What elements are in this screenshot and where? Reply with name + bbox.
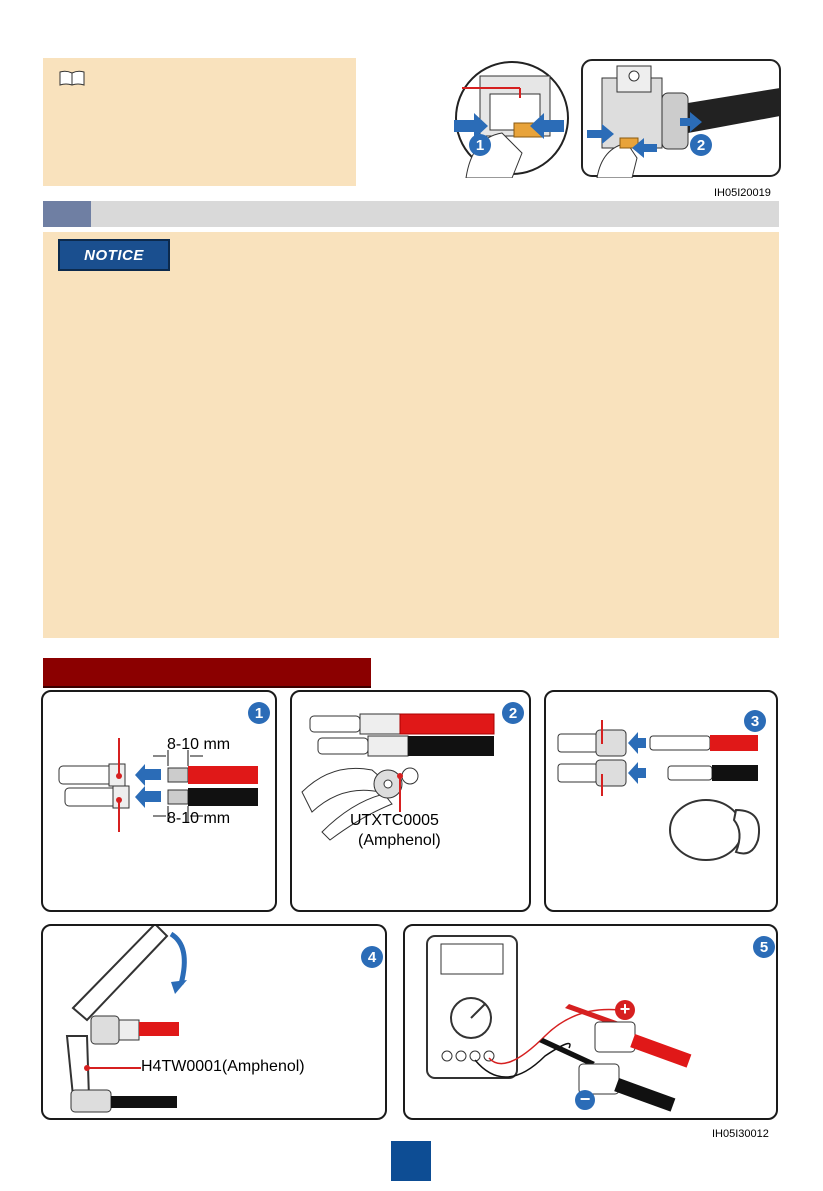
step-badge: 3	[744, 710, 766, 732]
tool-brand: (Amphenol)	[358, 832, 441, 849]
negative-symbol: −	[579, 1089, 591, 1109]
step-panel-5	[403, 924, 778, 1120]
procedure-header	[43, 658, 371, 688]
step-badge: 1	[469, 134, 491, 156]
step-badge: 1	[248, 702, 270, 724]
step-panel-3	[544, 690, 778, 912]
step-badge: 2	[690, 134, 712, 156]
positive-symbol: +	[619, 999, 631, 1019]
notice-badge: NOTICE	[58, 239, 170, 271]
step-panel-2	[290, 690, 531, 912]
strip-length-top: 8-10 mm	[167, 736, 231, 753]
step-panel-1	[41, 690, 277, 912]
connector-removal-illustration	[452, 58, 782, 178]
connector-insertion-illustration	[546, 692, 778, 912]
section-header-bar	[43, 201, 779, 227]
cable-stripping-illustration	[43, 692, 277, 912]
crimping-illustration	[292, 692, 531, 912]
step-badge: 5	[753, 936, 775, 958]
connector-tightening-illustration	[43, 926, 387, 1120]
note-box	[43, 58, 356, 186]
step-panel-4	[41, 924, 387, 1120]
step-badge: 2	[502, 702, 524, 724]
page-number-box	[391, 1141, 431, 1181]
figure-reference: IH05I30012	[712, 1128, 769, 1140]
tool-model: UTXTC0005	[350, 812, 439, 829]
step-badge: 4	[361, 946, 383, 968]
notice-box	[43, 232, 779, 638]
book-icon	[59, 70, 85, 86]
section-number-block	[43, 201, 91, 227]
top-figure	[452, 58, 782, 178]
strip-length-bottom: 8-10 mm	[167, 810, 231, 827]
tool-label: H4TW0001(Amphenol)	[141, 1058, 305, 1075]
figure-reference: IH05I20019	[714, 187, 771, 199]
